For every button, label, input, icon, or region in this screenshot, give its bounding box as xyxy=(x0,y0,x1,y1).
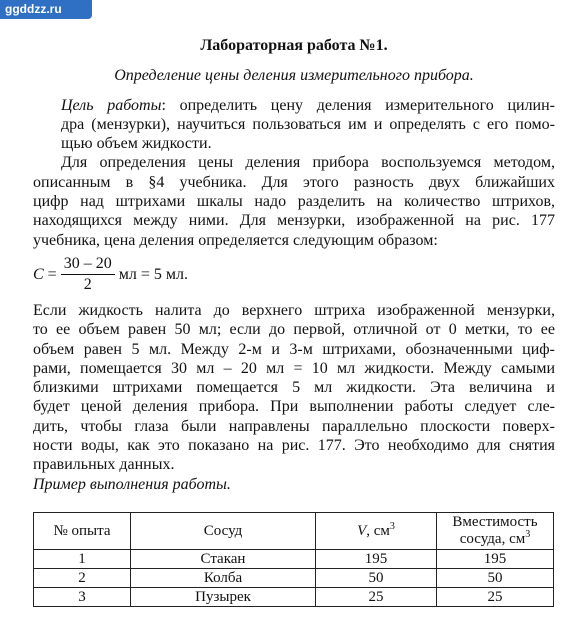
explain-line: дить, чтобы глаза были направлены параллельно плоскости поверх- xyxy=(33,417,555,435)
goal-label: Цель работы xyxy=(61,96,162,114)
table-row xyxy=(34,569,554,588)
explain-line: рами, помещается 30 мл – 20 мл = 10 мл жидкости. Между самыми xyxy=(33,359,555,377)
formula-result: мл = 5 мл. xyxy=(118,266,188,284)
results-table xyxy=(33,512,554,607)
document-page xyxy=(33,36,555,500)
explain-line: объем равен 5 мл. Между 2-м и 3-м штрихами, обозначенными циф- xyxy=(33,340,555,358)
header-volume: V, $см^3$ xyxy=(316,513,437,550)
header-vessel: Сосуд xyxy=(131,513,316,550)
cell-capacity: 25 xyxy=(437,588,554,607)
example-heading: Пример выполнения работы. xyxy=(33,475,231,493)
explain-line: ности воды, как это показано на рис. 177. Это необходимо для снятия xyxy=(33,437,555,455)
cell-volume: 50 xyxy=(316,569,437,588)
method-line: цифр над штрихами шкалы надо разделить на количество штрихов, xyxy=(33,193,555,211)
cell-number: 3 xyxy=(34,588,131,607)
table-header-row xyxy=(34,513,554,550)
cell-vessel: Колба xyxy=(131,569,316,588)
cell-capacity: 195 xyxy=(437,550,554,569)
formula-variable: C xyxy=(33,266,44,284)
goal-line: : определить цену деления измерительного цилин- xyxy=(161,96,555,114)
explain-line: то ее объем равен 50 мл; если до первой, отличной от 0 метки, то ее xyxy=(33,321,555,339)
cell-capacity: 50 xyxy=(437,569,554,588)
goal-paragraph xyxy=(33,96,555,154)
header-experiment-number: № опыта xyxy=(34,513,131,550)
explanation-paragraph xyxy=(33,301,555,475)
cell-vessel: Стакан xyxy=(131,550,316,569)
cell-volume: 25 xyxy=(316,588,437,607)
site-logo: ggddzz.ru xyxy=(0,0,92,19)
price-division-formula xyxy=(33,252,555,298)
formula-denominator: 2 xyxy=(83,276,92,294)
page-title: Лабораторная работа №1. xyxy=(200,37,388,54)
explain-line: правильных данных. xyxy=(33,456,175,474)
method-line: находящихся между ними. Для мензурки, изображенной на рис. 177 xyxy=(33,212,555,230)
explain-line: будет ценой деления прибора. При выполнении работы следует сле- xyxy=(33,398,555,416)
cell-number: 1 xyxy=(34,550,131,569)
formula-numerator: 30 – 20 xyxy=(61,254,115,275)
formula-fraction xyxy=(61,254,115,295)
table-row xyxy=(34,588,554,607)
cell-vessel: Пузырек xyxy=(131,588,316,607)
goal-line: дра (мензурки), научиться пользоваться им и определять с его помо- xyxy=(61,115,555,133)
explain-line: близкими штрихами помещается 5 мл жидкости. Эта величина и xyxy=(33,379,555,397)
header-capacity: Вместимость сосуда, $см^3$ xyxy=(437,513,554,550)
page-subtitle: Определение цены деления измерительного прибора. xyxy=(114,67,474,85)
method-line: учебника, цена деления определяется следующим образом: xyxy=(33,231,438,249)
method-line: описанным в §4 учебника. Для этого разность двух ближайших xyxy=(33,173,555,191)
method-line: Для определения цены деления прибора воспользуемся методом, xyxy=(61,154,555,172)
goal-line: щью объем жидкости. xyxy=(61,135,212,153)
cell-volume: 195 xyxy=(316,550,437,569)
cell-number: 2 xyxy=(34,569,131,588)
method-paragraph xyxy=(33,153,555,249)
formula-equals: = xyxy=(47,266,57,284)
table-row xyxy=(34,550,554,569)
explain-line: Если жидкость налита до верхнего штриха изображенной мензурки, xyxy=(33,301,555,319)
